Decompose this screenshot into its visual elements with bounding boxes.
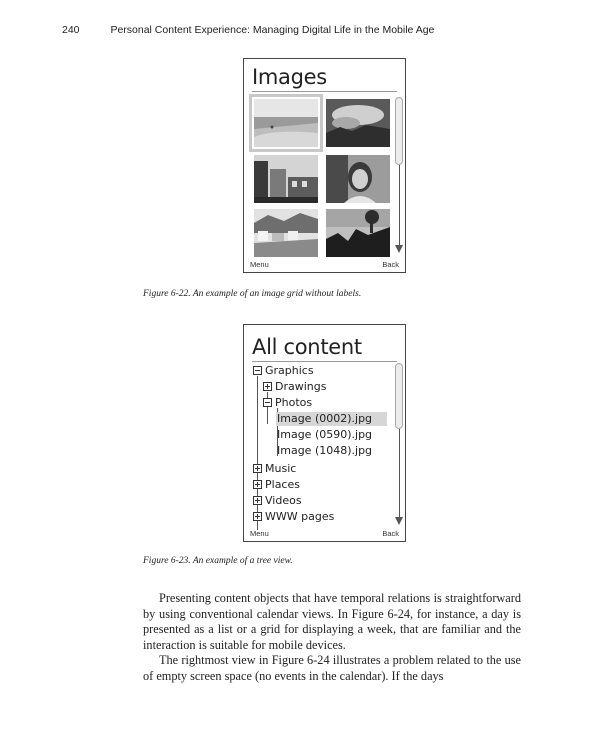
tree-node-label: Videos (265, 494, 302, 507)
tree-node-www-pages[interactable] (253, 510, 334, 524)
tree-node-places[interactable] (253, 478, 300, 492)
thumbnail-sky[interactable] (326, 99, 390, 147)
scrollbar-thumb[interactable] (395, 97, 403, 165)
tree-node-image-0590[interactable] (277, 428, 372, 442)
thumbnail-street[interactable] (254, 155, 318, 203)
thumbnail-beach[interactable] (254, 99, 318, 147)
tree-silhouette-photo-image (326, 209, 390, 257)
body-paragraph-2: The rightmost view in Figure 6-24 illustrates a problem related to the use of empty screen space (no events in the calendar). If the days (143, 653, 521, 683)
beach-photo-image (254, 99, 318, 147)
street-buildings-photo-image (254, 155, 318, 203)
expand-box-icon[interactable] (263, 382, 272, 391)
title-divider (252, 361, 397, 362)
figure-caption-6-22: Figure 6-22. An example of an image grid without labels. (143, 289, 362, 299)
menu-softkey[interactable]: Menu (250, 529, 269, 538)
tree-node-music[interactable] (253, 462, 296, 476)
thumbnail-portrait[interactable] (326, 155, 390, 203)
tree-node-drawings[interactable] (263, 380, 326, 394)
tree-node-label: WWW pages (265, 510, 335, 523)
woman-portrait-photo-image (326, 155, 390, 203)
sky-clouds-photo-image (326, 99, 390, 147)
running-header (62, 24, 434, 36)
tree-node-graphics[interactable] (253, 364, 314, 378)
tree-node-label: Music (265, 462, 297, 475)
menu-softkey[interactable]: Menu (250, 260, 269, 269)
title-divider (252, 91, 397, 92)
town-landscape-photo-image (254, 209, 318, 257)
figure-caption-6-23: Figure 6-23. An example of a tree view. (143, 556, 293, 566)
tree-node-label: Photos (275, 396, 313, 409)
collapse-box-icon[interactable] (253, 366, 262, 375)
expand-box-icon[interactable] (253, 480, 262, 489)
thumbnail-tree[interactable] (326, 209, 390, 257)
tree-node-label: Image (0590).jpg (277, 428, 373, 441)
tree-node-image-1048[interactable] (277, 444, 372, 458)
back-softkey[interactable]: Back (382, 260, 399, 269)
expand-box-icon[interactable] (253, 464, 262, 473)
scroll-down-arrow-icon[interactable] (395, 245, 403, 253)
scrollbar-thumb[interactable] (395, 363, 403, 429)
expand-box-icon[interactable] (253, 512, 262, 521)
tree-node-label: Image (0002).jpg (277, 412, 373, 425)
tree-node-photos[interactable] (263, 396, 312, 410)
scroll-down-arrow-icon[interactable] (395, 517, 403, 525)
tree-node-label: Places (265, 478, 300, 491)
expand-box-icon[interactable] (253, 496, 262, 505)
thumbnail-town[interactable] (254, 209, 318, 257)
tree-node-label: Drawings (275, 380, 327, 393)
tree-node-label: Graphics (265, 364, 314, 377)
back-softkey[interactable]: Back (382, 529, 399, 538)
tree-view-screen (243, 324, 406, 542)
image-grid-screen (243, 58, 406, 273)
tree-node-image-0002[interactable] (276, 412, 387, 426)
screen-title-images: Images (252, 65, 327, 89)
tree-node-label: Image (1048).jpg (277, 444, 373, 457)
body-paragraph-1: Presenting content objects that have temporal relations is straightforward by using conventional calendar views. In Figure 6-24, for instance, a day is presented as a list or a grid for displaying a week, that are familiar and the interaction is suitable for mobile devices. (143, 591, 521, 652)
tree-node-videos[interactable] (253, 494, 302, 508)
collapse-box-icon[interactable] (263, 398, 272, 407)
page-number: 240 (62, 24, 80, 36)
screen-title-all-content: All content (252, 335, 362, 359)
body-text (143, 591, 521, 684)
running-title: Personal Content Experience: Managing Digital Life in the Mobile Age (110, 24, 435, 36)
